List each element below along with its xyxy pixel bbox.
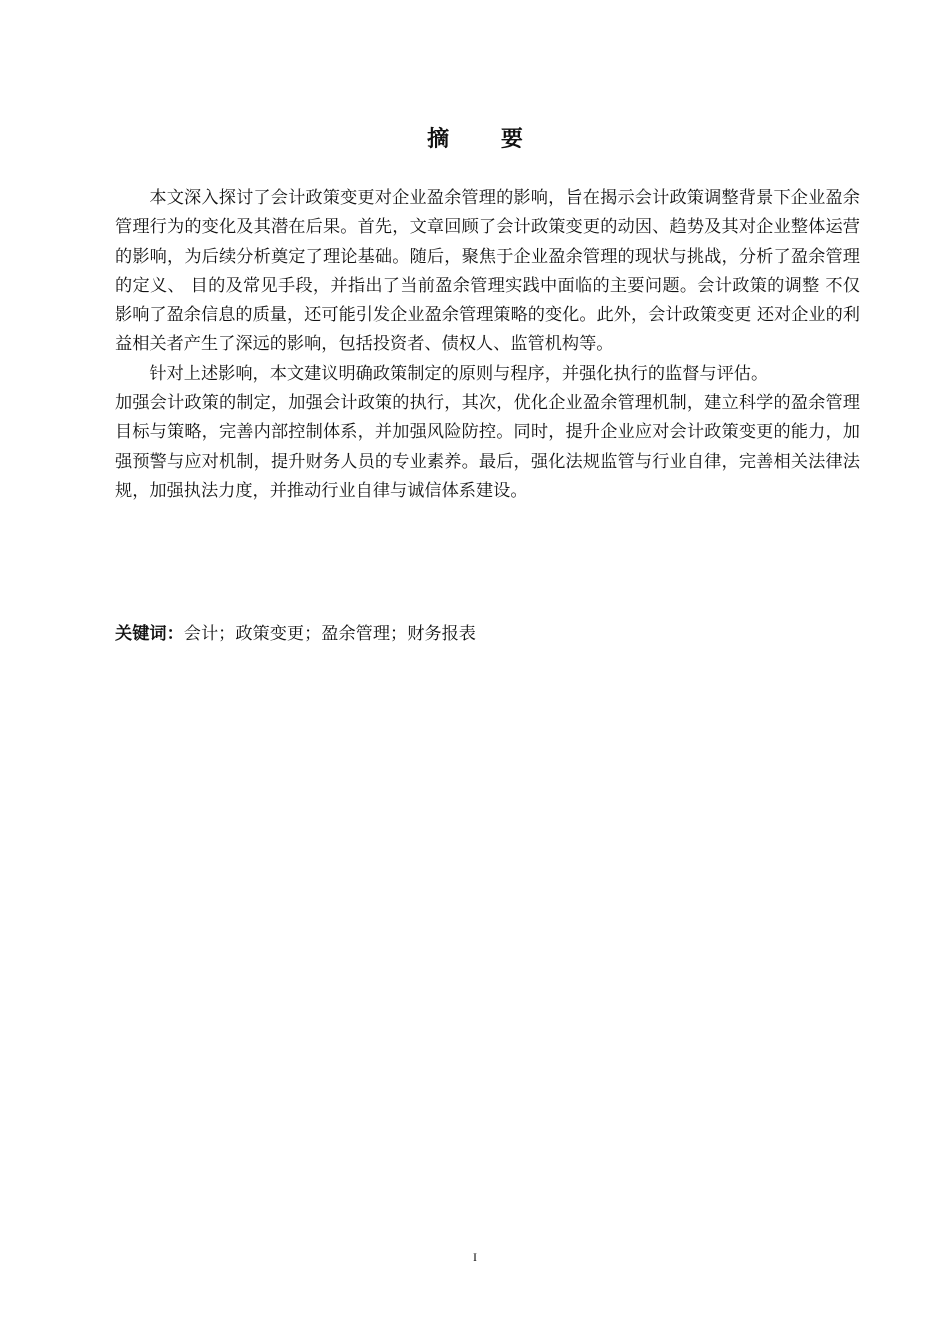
abstract-title: 摘 要 — [427, 126, 545, 152]
page-number: I — [473, 1250, 477, 1264]
keywords-label: 关键词： — [115, 624, 184, 644]
abstract-paragraph-3: 加强会计政策的制定，加强会计政策的执行，其次，优化企业盈余管理机制，建立科学的盈余管理目标与策略，完善内部控制体系，并加强风险防控。同时，提升企业应对会计政策变更的能力，加强预警与应对机制，提升财务人员的专业素养。最后，强化法规监管与行业自律，完善相关法律法规，加强执法力度，并推动行业自律与诚信体系建设。 — [115, 393, 860, 501]
abstract-paragraph-2: 针对上述影响，本文建议明确政策制定的原则与程序，并强化执行的监督与评估。 — [149, 363, 769, 384]
abstract-body — [115, 184, 860, 506]
keywords-line — [115, 620, 860, 649]
abstract-paragraph-1: 本文深入探讨了会计政策变更对企业盈余管理的影响，旨在揭示会计政策调整背景下企业盈余管理行为的变化及其潜在后果。首先，文章回顾了会计政策变更的动因、趋势及其对企业整体运营的影响，为后续分析奠定了理论基础。随后，聚焦于企业盈余管理的现状与挑战，分析了盈余管理的定义、 目的及常见手段，并指出了当前盈余管理实践中面临的主要问题。会计政策的调整 不仅影响了盈余信息的质量，还可能引发企业盈余管理策略的变化。此外，会计政策变更 还对企业的利益相关者产生了深远的影响，包括投资者、债权人、监管机构等。 — [115, 188, 860, 355]
keywords-value: 会计；政策变更；盈余管理；财务报表 — [183, 624, 476, 644]
